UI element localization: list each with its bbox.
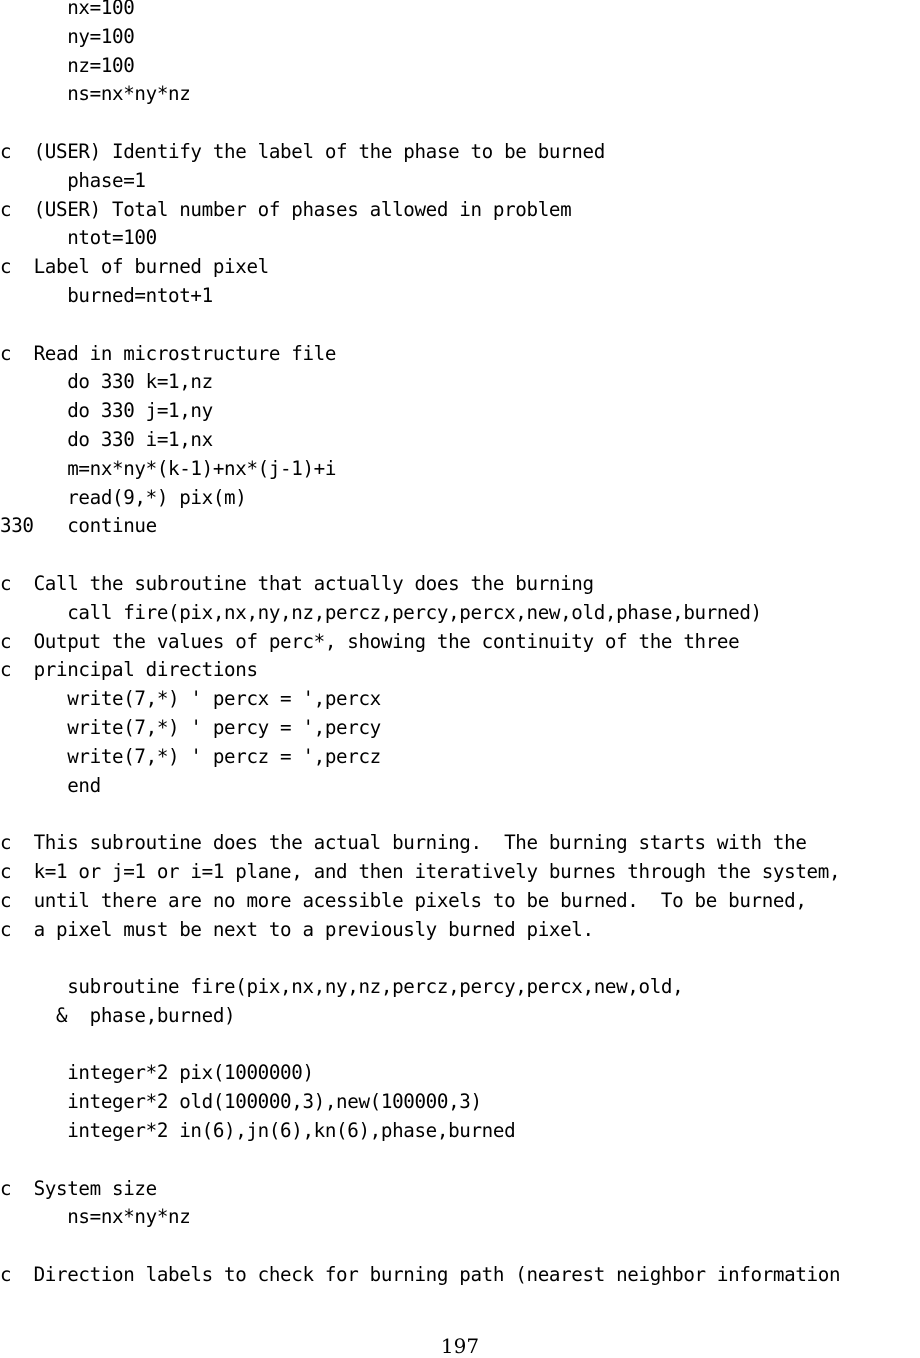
- code-line: integer*2 in(6),jn(6),kn(6),phase,burned: [0, 1119, 516, 1143]
- blank-line: [0, 1031, 920, 1060]
- comment-line: c Direction labels to check for burning path (nearest neighbor information: [0, 1263, 841, 1287]
- blank-line: [0, 944, 920, 973]
- code-line: read(9,*) pix(m): [0, 485, 247, 509]
- blank-line: [0, 1232, 920, 1261]
- code-line: nx=100: [0, 0, 135, 19]
- code-line: nz=100: [0, 53, 135, 77]
- code-line: phase=1: [0, 168, 146, 192]
- code-line: end: [0, 773, 101, 797]
- page-number: 197: [440, 1334, 480, 1358]
- comment-line: c Label of burned pixel: [0, 255, 269, 279]
- blank-line: [0, 311, 920, 340]
- code-line: ns=nx*ny*nz: [0, 1205, 191, 1229]
- code-line: burned=ntot+1: [0, 283, 213, 307]
- comment-line: c This subroutine does the actual burning. The burning starts with the: [0, 831, 807, 855]
- comment-line: c System size: [0, 1176, 157, 1200]
- code-line: ns=nx*ny*nz: [0, 82, 191, 106]
- code-line: write(7,*) ' percy = ',percy: [0, 715, 381, 739]
- code-line: write(7,*) ' percz = ',percz: [0, 744, 381, 768]
- comment-line: c (USER) Total number of phases allowed in problem: [0, 197, 572, 221]
- blank-line: [0, 1146, 920, 1175]
- blank-line: [0, 800, 920, 829]
- code-line: m=nx*ny*(k-1)+nx*(j-1)+i: [0, 456, 337, 480]
- blank-line: [0, 109, 920, 138]
- code-line: do 330 i=1,nx: [0, 427, 213, 451]
- blank-line: [0, 541, 920, 570]
- code-line: ntot=100: [0, 226, 157, 250]
- comment-line: c Read in microstructure file: [0, 341, 337, 365]
- comment-line: c until there are no more acessible pixels to be burned. To be burned,: [0, 888, 807, 912]
- code-line: do 330 j=1,ny: [0, 399, 213, 423]
- comment-line: c k=1 or j=1 or i=1 plane, and then iteratively burnes through the system,: [0, 859, 841, 883]
- code-line: do 330 k=1,nz: [0, 370, 213, 394]
- comment-line: c principal directions: [0, 658, 258, 682]
- code-line: write(7,*) ' percx = ',percx: [0, 687, 381, 711]
- code-line: integer*2 old(100000,3),new(100000,3): [0, 1090, 482, 1114]
- code-line: call fire(pix,nx,ny,nz,percz,percy,percx,new,old,phase,burned): [0, 600, 762, 624]
- code-line: ny=100: [0, 24, 135, 48]
- code-line: subroutine fire(pix,nx,ny,nz,percz,percy,percx,new,old,: [0, 975, 684, 999]
- code-line: integer*2 pix(1000000): [0, 1061, 314, 1085]
- comment-line: c Call the subroutine that actually does the burning: [0, 571, 594, 595]
- comment-line: c a pixel must be next to a previously burned pixel.: [0, 917, 594, 941]
- code-line: 330 continue: [0, 514, 157, 538]
- code-line: & phase,burned): [0, 1003, 236, 1027]
- comment-line: c (USER) Identify the label of the phase to be burned: [0, 139, 605, 163]
- comment-line: c Output the values of perc*, showing the continuity of the three: [0, 629, 740, 653]
